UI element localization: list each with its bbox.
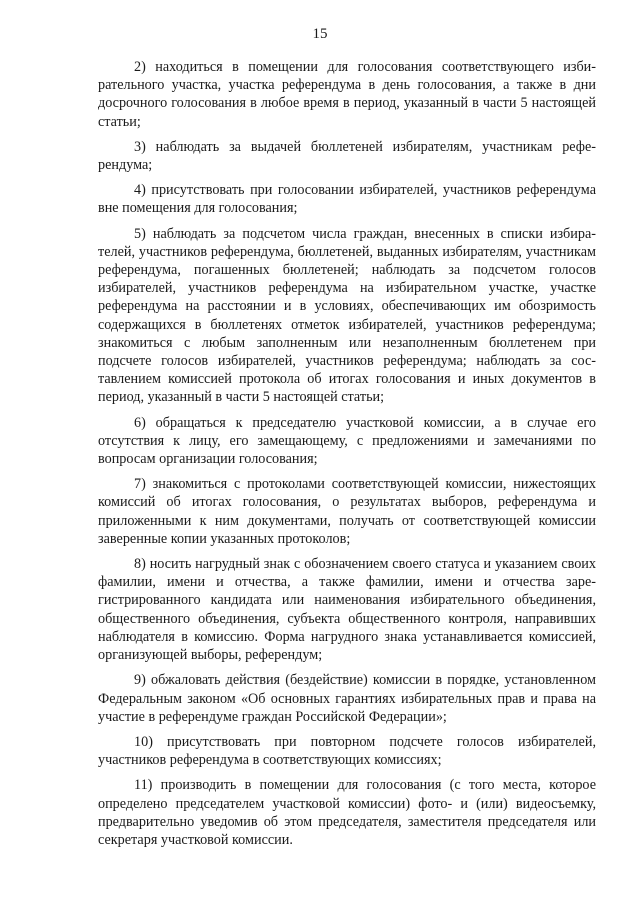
paragraph-item-4: 4) присутствовать при голосовании избирателей, участников референдума вне помещения для голосования; [98,182,596,217]
paragraph-item-11: 11) производить в помещении для голосования (с того места, которое определено председателем участковой комиссии) фото- и (или) видеосъемку, предварительно уведомив об этом председателя, заместителя председателя или секретаря участковой комиссии. [98,777,596,848]
paragraph-item-8: 8) носить нагрудный знак с обозначением своего статуса и указанием своих фамилии, имени и отчества, а также фамилии, имени и отчества зарегистрированного кандидата или наименования избирательного объединения, общественного объединения, субъекта общественного контроля, направивших наблюдателя в комиссию. Форма нагрудного знака устанавливается комиссией, организующей выборы, референдум; [98,556,596,664]
paragraph-item-9: 9) обжаловать действия (бездействие) комиссии в порядке, установленном Федеральным законом «Об основных гарантиях избирательных прав и права на участие в референдуме граждан Российской Федерации»; [98,672,596,725]
document-body [98,58,596,856]
page-number: 15 [312,26,328,42]
paragraph-item-2: 2) находиться в помещении для голосования соответствующего избирательного участка, участка референдума в день голосования, а также в дни досрочного голосования в любое время в период, указанный в части 5 настоящей статьи; [98,59,596,130]
paragraph-item-7: 7) знакомиться с протоколами соответствующей комиссии, нижестоящих комиссий об итогах голосования, о результатах выборов, референдума и приложенными к ним документами, получать от соответствующей комиссии заверенные копии указанных протоколов; [98,476,596,547]
paragraph-item-5: 5) наблюдать за подсчетом числа граждан, внесенных в списки избирателей, участников референдума, бюллетеней, выданных избирателям, участникам референдума, погашенных бюллетеней; наблюдать за подсчетом голосов избирателей, участников референдума на избирательном участке, участке референдума на расстоянии и в условиях, обеспечивающих им обозримость содержащихся в бюллетенях отметок избирателей, участников референдума; знакомиться с любым заполненным или незаполненным бюллетенем при подсчете голосов избирателей, участников референдума; наблюдать за составлением комиссией протокола об итогах голосования и иных документов в период, указанный в части 5 настоящей статьи; [98,225,596,406]
paragraph-item-10: 10) присутствовать при повторном подсчете голосов избирателей, участников референдума в соответствующих комиссиях; [98,733,596,769]
paragraph-item-3: 3) наблюдать за выдачей бюллетеней избирателям, участникам референдума; [98,138,596,174]
paragraph-item-6: 6) обращаться к председателю участковой комиссии, а в случае его отсутствия к лицу, его замещающему, с предложениями и замечаниями по вопросам организации голосования; [98,414,596,468]
